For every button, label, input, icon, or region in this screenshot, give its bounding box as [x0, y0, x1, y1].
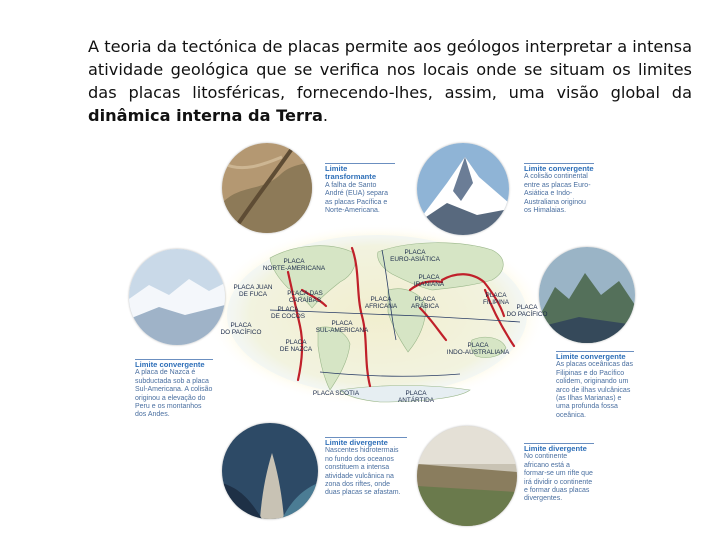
plate-label-nazca: PLACA DE NAZCA [279, 339, 313, 353]
volcanic-islands-image [539, 247, 635, 343]
plate-label-eurasian: PLACA EURO-ASIÁTICA [390, 249, 440, 263]
callout-mariana-body: As placas oceânicas das Filipinas e do Pacífico colidem, originando um arco de ilhas vulcânicas (as Ilhas Marianas) e uma profunda fossa oceânica. [556, 361, 634, 419]
callout-ocean-rift-title: Limite divergente [325, 437, 407, 447]
callout-mariana [556, 351, 634, 420]
plate-label-antarctic: PLACA ANTÁRTIDA [397, 390, 435, 404]
plate-label-pacific-left: PLACA DO PACÍFICO [220, 322, 262, 336]
plate-tectonics-figure [120, 140, 640, 540]
plate-label-cocos: PLACA DE COCOS [270, 306, 306, 320]
callout-transform [325, 163, 395, 215]
callout-himalaya [524, 163, 594, 215]
callout-transform-body: A falha de Santo André (EUA) separa as placas Pacífica e Norte-Americana. [325, 181, 389, 215]
plate-label-philippine: PLACA FILIPINA [483, 292, 509, 306]
andes-photo [129, 249, 225, 345]
callout-african-rift-title: Limite divergente [524, 443, 594, 453]
plate-label-pacific-right: PLACA DO PACÍFICO [506, 304, 548, 318]
transform-fault-photo [222, 143, 312, 233]
callout-andes-title: Limite convergente [135, 359, 213, 369]
plate-label-juan-de-fuca: PLACA JUAN DE FUCA [233, 284, 273, 298]
intro-paragraph [88, 35, 692, 127]
fault-landscape-image [222, 143, 312, 233]
rift-valley-image [417, 426, 517, 526]
callout-andes-body: A placa de Nazca é subductada sob a placa Sul-Americana. A colisão originou a elevação do Peru e os montanhos dos Andes. [135, 369, 213, 419]
african-rift-photo [417, 426, 517, 526]
callout-andes [135, 359, 213, 420]
mariana-photo [539, 247, 635, 343]
plate-label-scotia: PLACA SCOTIA [312, 390, 360, 397]
callout-ocean-rift [325, 437, 407, 498]
plate-label-south-american: PLACA SUL-AMERICANA [315, 320, 369, 334]
intro-end: . [322, 106, 329, 125]
plate-label-arabian: PLACA ARÁBICA [410, 296, 440, 310]
callout-ocean-rift-body: Nascentes hidrotermais no fundo dos oceanos constituem a intensa atividade vulcânica na zona dos riftes, onde duas placas se afastam. [325, 447, 401, 497]
callout-himalaya-body: A colisão continental entre as placas Euro-Asiática e Indo-Australiana originou os Himalaias. [524, 173, 591, 215]
callout-african-rift [524, 443, 594, 504]
plate-label-african: PLACA AFRICANA [364, 296, 398, 310]
callout-african-rift-body: No continente africano está a formar-se um rifte que irá dividir o continente e formar duas placas divergentes. [524, 453, 593, 503]
hydrothermal-vent-image [222, 423, 318, 519]
callout-mariana-title: Limite convergente [556, 351, 634, 361]
mountain-peak-image [417, 143, 509, 235]
intro-text: A teoria da tectónica de placas permite aos geólogos interpretar a intensa atividade geológica que se verifica nos locais onde se situam os limites das placas litosféricas, fornecendo-lhes, assim, uma visão global da [88, 37, 692, 102]
ocean-rift-photo [222, 423, 318, 519]
plate-label-indo-australian: PLACA INDO-AUSTRALIANA [446, 342, 510, 356]
callout-himalaya-title: Limite convergente [524, 164, 594, 173]
plate-label-iranian: PLACA IRANIANA [413, 274, 445, 288]
plate-label-north-american: PLACA NORTE-AMERICANA [262, 258, 326, 272]
snowy-range-image [129, 249, 225, 345]
plate-label-caribbean: PLACA DAS CARAÍBAS [287, 290, 323, 304]
intro-emphasis: dinâmica interna da Terra [88, 106, 323, 125]
callout-transform-title: Limite transformante [325, 163, 395, 182]
himalaya-photo [417, 143, 509, 235]
